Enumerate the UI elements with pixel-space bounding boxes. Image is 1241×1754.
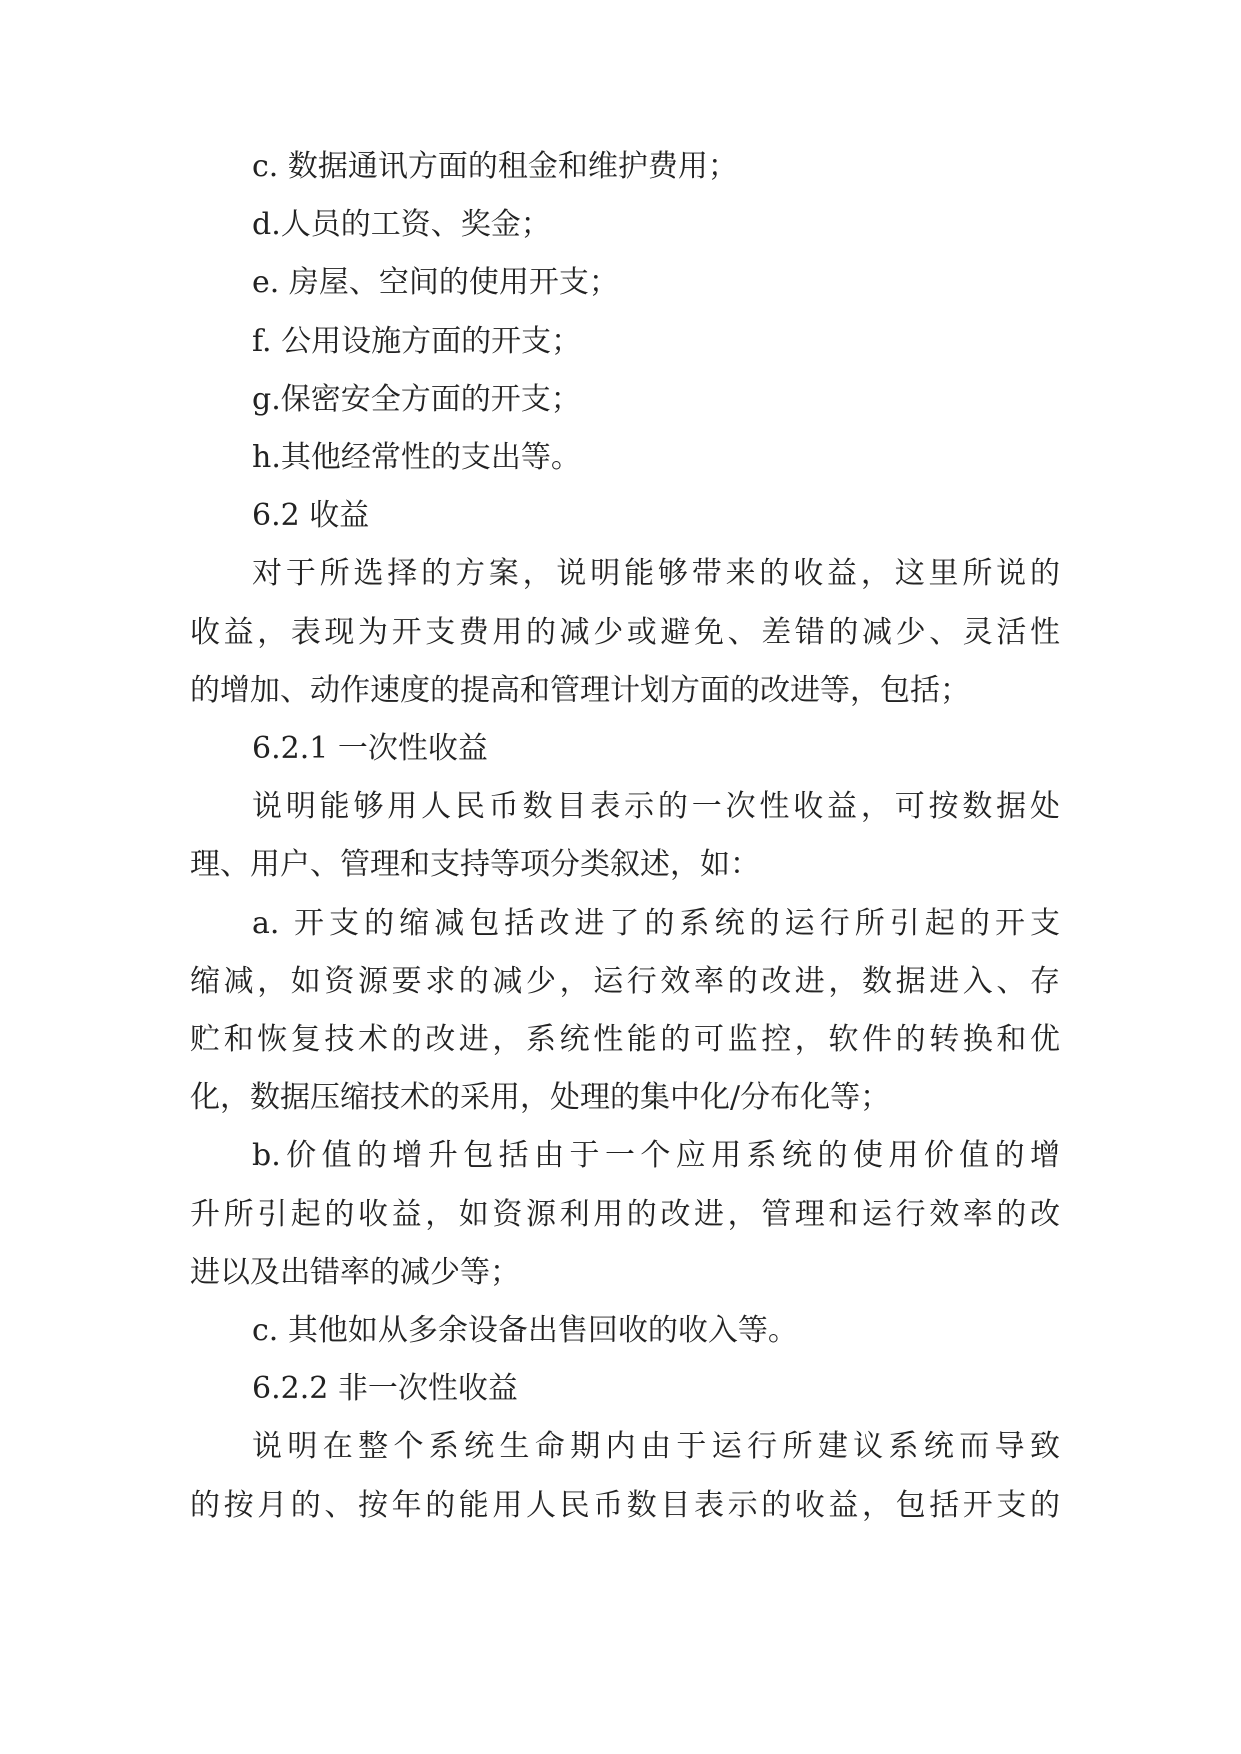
text-line: a. 开支的缩减包括改进了的系统的运行所引起的开支 <box>252 906 1060 941</box>
text-line: 6.2.1 一次性收益 <box>252 731 488 766</box>
text-line: b.价值的增升包括由于一个应用系统的使用价值的增 <box>252 1138 1060 1173</box>
text-line: 贮和恢复技术的改进，系统性能的可监控，软件的转换和优 <box>190 1022 1060 1057</box>
text-line: 化，数据压缩技术的采用，处理的集中化/分布化等； <box>190 1080 891 1115</box>
text-line: 的按月的、按年的能用人民币数目表示的收益，包括开支的 <box>190 1488 1060 1523</box>
text-line: d.人员的工资、奖金； <box>252 207 551 242</box>
text-line: g.保密安全方面的开支； <box>252 382 581 417</box>
text-line: c. 其他如从多余设备出售回收的收入等。 <box>252 1313 798 1348</box>
text-line: f. 公用设施方面的开支； <box>252 324 582 359</box>
text-line: 说明在整个系统生命期内由于运行所建议系统而导致 <box>252 1429 1060 1464</box>
text-line: c. 数据通讯方面的租金和维护费用； <box>252 149 738 184</box>
text-line: 进以及出错率的减少等； <box>190 1255 520 1290</box>
text-line: 说明能够用人民币数目表示的一次性收益，可按数据处 <box>252 789 1060 824</box>
text-line: 缩减，如资源要求的减少，运行效率的改进，数据进入、存 <box>190 964 1060 999</box>
text-line: e. 房屋、空间的使用开支； <box>252 265 619 300</box>
text-line: 6.2 收益 <box>252 498 370 533</box>
text-line: 6.2.2 非一次性收益 <box>252 1371 518 1406</box>
text-line: 升所引起的收益，如资源利用的改进，管理和运行效率的改 <box>190 1197 1060 1232</box>
text-line: 的增加、动作速度的提高和管理计划方面的改进等，包括； <box>190 673 970 708</box>
text-line: h.其他经常性的支出等。 <box>252 440 581 475</box>
text-line: 对于所选择的方案，说明能够带来的收益，这里所说的 <box>252 556 1060 591</box>
text-line: 收益，表现为开支费用的减少或避免、差错的减少、灵活性 <box>190 615 1060 650</box>
text-line: 理、用户、管理和支持等项分类叙述，如： <box>190 847 760 882</box>
